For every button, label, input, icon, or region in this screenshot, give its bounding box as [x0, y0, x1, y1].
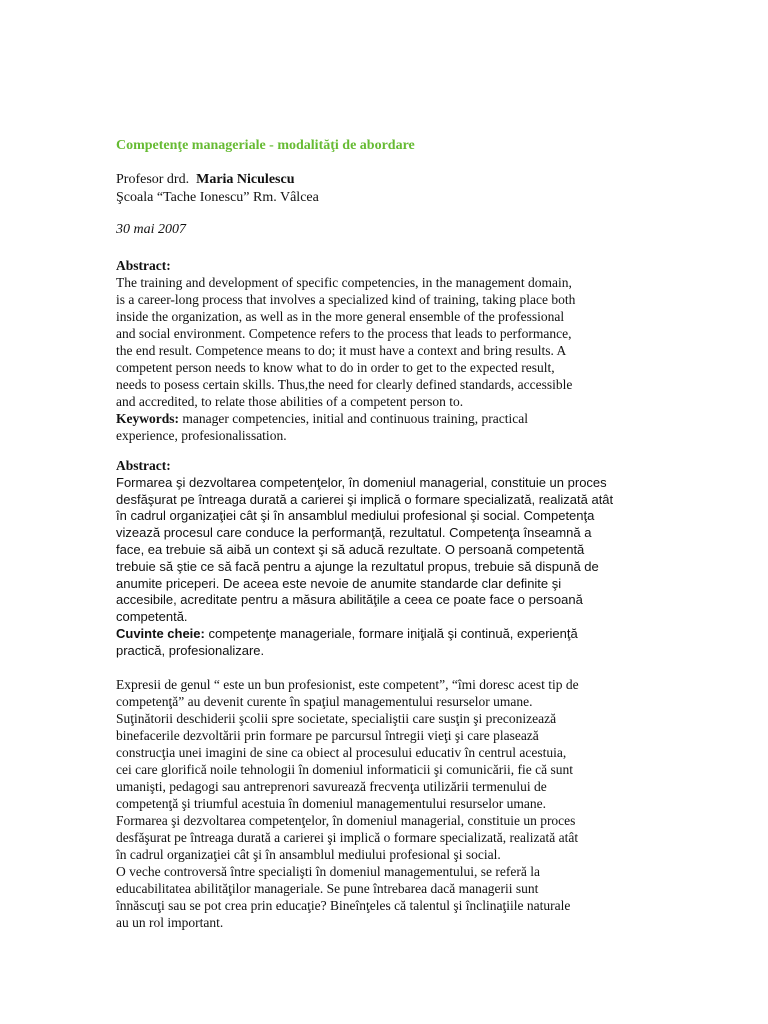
body-line: Formarea şi dezvoltarea competenţelor, în domeniul managerial, constituie un proces: [116, 813, 576, 828]
author-line: [116, 172, 294, 188]
abstract-line: vizează procesul care conduce la performanţă, rezultatul. Competenţa înseamnă a: [116, 525, 592, 541]
body-line: construcţia unei imagini de sine ca obiect al procesului educativ în centrul acestuia,: [116, 745, 567, 760]
abstract-line: în cadrul organizaţiei cât şi în ansamblul mediului profesional şi social. Competenţa: [116, 508, 595, 524]
keywords-text: manager competencies, initial and continuous training, practical: [179, 411, 529, 426]
keywords-label: Cuvinte cheie:: [116, 625, 205, 641]
keywords-line: [116, 410, 646, 427]
keywords-line: [116, 626, 646, 643]
keywords-text: competenţe manageriale, formare iniţială şi continuă, experienţă: [204, 625, 578, 641]
document-title: Competenţe manageriale - modalităţi de abordare: [116, 138, 415, 153]
abstract-line: anumite priceperi. De aceea este nevoie de anumite standarde clar definite şi: [116, 575, 562, 591]
body-line: cei care glorifică noile tehnologii în domeniul informaticii şi comunicării, fie că sunt: [116, 762, 573, 777]
body-line: binefacerile dezvoltării prin formare pe parcursul întregii vieţi şi care plasează: [116, 728, 539, 743]
author-name: Maria Niculescu: [196, 172, 295, 187]
document-date: 30 mai 2007: [116, 222, 186, 237]
keywords-text-continued: practică, profesionalizare.: [116, 642, 265, 658]
abstract-line: The training and development of specific competencies, in the management domain,: [116, 275, 572, 290]
abstract-line: competentă.: [116, 609, 188, 625]
author-prefix: Profesor drd.: [116, 172, 190, 187]
abstract-heading: Abstract:: [116, 458, 171, 473]
abstract-line: accesibile, acreditate pentru a măsura abilităţile a ceea ce poate face o persoană: [116, 592, 583, 608]
body-line: Expresii de genul “ este un bun profesionist, este competent”, “îmi doresc acest tip de: [116, 677, 579, 692]
body-line: umanişti, pedagogi sau antreprenori savurează frecvenţa utilizării termenului de: [116, 779, 547, 794]
keywords-label: Keywords:: [116, 411, 179, 426]
abstract-romanian: [116, 458, 646, 660]
body-line: Suţinătorii deschiderii şcolii spre societate, specialiştii care susţin şi preconizează: [116, 711, 557, 726]
abstract-line: is a career-long process that involves a specialized kind of training, taking place both: [116, 292, 576, 307]
body-line: educabilitatea abilităţilor manageriale. Se pune întrebarea dacă managerii sunt: [116, 881, 539, 896]
abstract-line: and social environment. Competence refers to the process that leads to performance,: [116, 326, 572, 341]
body-line: competenţă” au devenit curente în spaţiul managementului resurselor umane.: [116, 694, 533, 709]
abstract-line: and accredited, to relate those abilities of a competent person to.: [116, 394, 464, 409]
abstract-heading: Abstract:: [116, 258, 171, 273]
abstract-line: face, ea trebuie să aibă un context şi să aducă rezultate. O persoană competentă: [116, 541, 585, 557]
body-line: în cadrul organizaţiei cât şi în ansamblul mediului profesional şi social.: [116, 847, 501, 862]
abstract-line: needs to posess certain skills. Thus,the need for clearly defined standards, accessible: [116, 377, 573, 392]
keywords-text-continued: experience, profesionalissation.: [116, 428, 287, 443]
abstract-line: the end result. Competence means to do; it must have a context and bring results. A: [116, 343, 567, 358]
body-line: competenţă şi triumful acestuia în domeniul managementului resurselor umane.: [116, 796, 546, 811]
author-school: Şcoala “Tache Ionescu” Rm. Vâlcea: [116, 190, 319, 205]
abstract-line: inside the organization, as well as in the more general ensemble of the professional: [116, 309, 565, 324]
body-line: au un rol important.: [116, 915, 224, 930]
body-line: înnăscuţi sau se pot crea prin educaţie? Bineînţeles că talentul şi înclinaţiile naturale: [116, 898, 571, 913]
abstract-english: [116, 257, 646, 444]
abstract-line: competent person needs to know what to do in order to get to the expected result,: [116, 360, 555, 375]
abstract-line: trebuie să ştie ce să facă pentru a ajunge la rezultatul propus, trebuie să dispună de: [116, 558, 599, 574]
abstract-line: Formarea şi dezvoltarea competenţelor, în domeniul managerial, constituie un proces: [116, 474, 607, 490]
body-line: O veche controversă între specialişti în domeniul managementului, se referă la: [116, 864, 540, 879]
body-line: desfăşurat pe întreaga durată a carierei şi implică o formare specializată, realizată atât: [116, 830, 579, 845]
abstract-line: desfăşurat pe întreaga durată a carierei şi implică o formare specializată, realizată atât: [116, 491, 614, 507]
body-text: [116, 676, 646, 931]
